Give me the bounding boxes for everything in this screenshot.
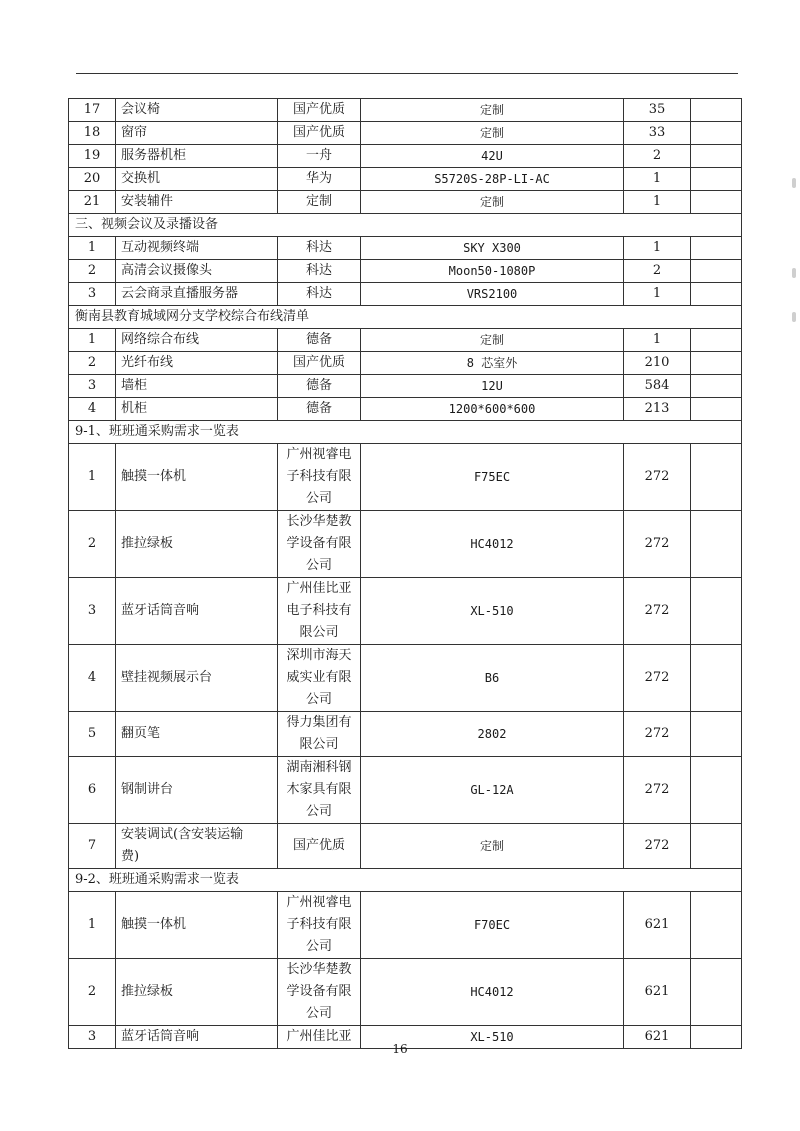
blank-cell — [691, 712, 742, 757]
blank-cell — [691, 375, 742, 398]
table-row — [69, 168, 742, 191]
item-model: HC4012 — [361, 511, 624, 578]
item-brand-line: 公司 — [305, 558, 332, 573]
item-quantity: 1 — [624, 283, 691, 306]
item-model: 定制 — [361, 191, 624, 214]
header-rule — [76, 73, 738, 74]
blank-cell — [691, 329, 742, 352]
item-name: 网络综合布线 — [116, 329, 278, 352]
table-row — [69, 578, 742, 645]
item-brand-line: 公司 — [305, 1006, 332, 1021]
item-quantity: 2 — [624, 145, 691, 168]
item-brand-line: 子科技有限 — [286, 917, 352, 932]
item-brand — [278, 757, 361, 824]
item-brand — [278, 712, 361, 757]
item-brand-line: 公司 — [305, 692, 332, 707]
item-quantity: 1 — [624, 237, 691, 260]
item-quantity: 1 — [624, 168, 691, 191]
item-brand-line: 广州视睿电 — [286, 895, 352, 910]
item-number: 3 — [69, 578, 116, 645]
item-model: B6 — [361, 645, 624, 712]
item-brand-line: 限公司 — [299, 737, 339, 752]
item-number: 20 — [69, 168, 116, 191]
item-brand-line: 木家具有限 — [286, 782, 352, 797]
blank-cell — [691, 824, 742, 869]
item-model: F75EC — [361, 444, 624, 511]
item-name: 壁挂视频展示台 — [116, 645, 278, 712]
item-name: 交换机 — [116, 168, 278, 191]
section-title: 9-1、班班通采购需求一览表 — [69, 421, 742, 444]
item-brand-line: 学设备有限 — [286, 984, 352, 999]
item-quantity: 2 — [624, 260, 691, 283]
item-number: 5 — [69, 712, 116, 757]
item-model: 定制 — [361, 824, 624, 869]
table-row — [69, 237, 742, 260]
item-quantity: 272 — [624, 444, 691, 511]
item-name: 互动视频终端 — [116, 237, 278, 260]
blank-cell — [691, 145, 742, 168]
item-name: 云会商录直播服务器 — [116, 283, 278, 306]
blank-cell — [691, 99, 742, 122]
table-row — [69, 260, 742, 283]
item-model: Moon50-1080P — [361, 260, 624, 283]
item-model: XL-510 — [361, 578, 624, 645]
item-model: F70EC — [361, 892, 624, 959]
item-name: 触摸一体机 — [116, 892, 278, 959]
procurement-table — [68, 98, 742, 1049]
item-brand — [278, 444, 361, 511]
section-row — [69, 869, 742, 892]
scan-mark — [792, 268, 796, 278]
item-model: S5720S-28P-LI-AC — [361, 168, 624, 191]
item-brand-line: 公司 — [305, 804, 332, 819]
table-row — [69, 824, 742, 869]
item-quantity: 584 — [624, 375, 691, 398]
blank-cell — [691, 283, 742, 306]
item-brand: 国产优质 — [278, 352, 361, 375]
scan-mark — [792, 178, 796, 188]
item-brand-line: 威实业有限 — [286, 670, 352, 685]
item-number: 17 — [69, 99, 116, 122]
item-name: 翻页笔 — [116, 712, 278, 757]
item-name: 服务器机柜 — [116, 145, 278, 168]
item-model: VRS2100 — [361, 283, 624, 306]
item-quantity: 272 — [624, 712, 691, 757]
section-title: 衡南县教育城域网分支学校综合布线清单 — [69, 306, 742, 329]
table-row — [69, 757, 742, 824]
item-number: 3 — [69, 283, 116, 306]
blank-cell — [691, 511, 742, 578]
item-number: 7 — [69, 824, 116, 869]
blank-cell — [691, 578, 742, 645]
item-number: 2 — [69, 352, 116, 375]
table-row — [69, 122, 742, 145]
item-number: 3 — [69, 1026, 116, 1049]
item-number: 1 — [69, 892, 116, 959]
item-quantity: 621 — [624, 959, 691, 1026]
item-brand: 国产优质 — [278, 99, 361, 122]
table-row — [69, 99, 742, 122]
item-brand-line: 学设备有限 — [286, 536, 352, 551]
blank-cell — [691, 237, 742, 260]
item-name: 触摸一体机 — [116, 444, 278, 511]
item-quantity: 272 — [624, 578, 691, 645]
item-name: 机柜 — [116, 398, 278, 421]
item-name: 高清会议摄像头 — [116, 260, 278, 283]
item-name — [116, 824, 278, 869]
item-brand: 国产优质 — [278, 824, 361, 869]
blank-cell — [691, 444, 742, 511]
item-model: XL-510 — [361, 1026, 624, 1049]
item-name: 钢制讲台 — [116, 757, 278, 824]
blank-cell — [691, 757, 742, 824]
item-name: 推拉绿板 — [116, 511, 278, 578]
table-row — [69, 398, 742, 421]
item-brand-line: 电子科技有 — [286, 603, 352, 618]
table-body — [69, 99, 742, 1049]
item-quantity: 1 — [624, 191, 691, 214]
item-model: 8 芯室外 — [361, 352, 624, 375]
table-row — [69, 645, 742, 712]
item-brand-line: 湖南湘科钢 — [286, 760, 352, 775]
item-brand-line: 长沙华楚教 — [286, 514, 352, 529]
section-row — [69, 306, 742, 329]
table-row — [69, 712, 742, 757]
item-quantity: 272 — [624, 757, 691, 824]
item-brand: 广州佳比亚 — [278, 1026, 361, 1049]
item-quantity: 621 — [624, 892, 691, 959]
item-name: 墙柜 — [116, 375, 278, 398]
item-brand-line: 得力集团有 — [286, 715, 352, 730]
item-name: 蓝牙话筒音响 — [116, 1026, 278, 1049]
item-name: 蓝牙话筒音响 — [116, 578, 278, 645]
item-brand: 科达 — [278, 260, 361, 283]
item-brand-line: 限公司 — [299, 625, 339, 640]
table-row — [69, 892, 742, 959]
item-brand-line: 子科技有限 — [286, 469, 352, 484]
item-number: 18 — [69, 122, 116, 145]
item-brand — [278, 645, 361, 712]
item-number: 6 — [69, 757, 116, 824]
item-number: 1 — [69, 444, 116, 511]
item-brand — [278, 959, 361, 1026]
item-model: 2802 — [361, 712, 624, 757]
item-model: 定制 — [361, 122, 624, 145]
page-number: 16 — [392, 1042, 408, 1056]
item-number: 4 — [69, 645, 116, 712]
item-quantity: 272 — [624, 645, 691, 712]
item-name: 窗帘 — [116, 122, 278, 145]
item-brand — [278, 892, 361, 959]
scan-mark — [792, 312, 796, 322]
item-brand: 定制 — [278, 191, 361, 214]
item-brand: 华为 — [278, 168, 361, 191]
item-number: 4 — [69, 398, 116, 421]
item-number: 2 — [69, 260, 116, 283]
item-brand: 德备 — [278, 329, 361, 352]
item-model: 定制 — [361, 329, 624, 352]
table-row — [69, 191, 742, 214]
table-row — [69, 444, 742, 511]
item-brand: 一舟 — [278, 145, 361, 168]
item-name: 会议椅 — [116, 99, 278, 122]
blank-cell — [691, 191, 742, 214]
item-brand: 德备 — [278, 375, 361, 398]
item-model: SKY X300 — [361, 237, 624, 260]
item-quantity: 621 — [624, 1026, 691, 1049]
item-model: HC4012 — [361, 959, 624, 1026]
item-quantity: 272 — [624, 824, 691, 869]
item-brand-line: 长沙华楚教 — [286, 962, 352, 977]
table-row — [69, 959, 742, 1026]
blank-cell — [691, 168, 742, 191]
item-model: GL-12A — [361, 757, 624, 824]
table-row — [69, 352, 742, 375]
item-brand-line: 深圳市海天 — [286, 648, 352, 663]
section-row — [69, 421, 742, 444]
table-row — [69, 145, 742, 168]
item-number: 19 — [69, 145, 116, 168]
item-brand-line: 公司 — [305, 491, 332, 506]
item-quantity: 35 — [624, 99, 691, 122]
item-quantity: 210 — [624, 352, 691, 375]
item-brand — [278, 578, 361, 645]
item-quantity: 1 — [624, 329, 691, 352]
item-model: 42U — [361, 145, 624, 168]
item-model: 定制 — [361, 99, 624, 122]
item-number: 2 — [69, 511, 116, 578]
item-brand — [278, 511, 361, 578]
item-name: 安装辅件 — [116, 191, 278, 214]
item-brand-line: 公司 — [305, 939, 332, 954]
section-row — [69, 214, 742, 237]
item-brand-line: 广州视睿电 — [286, 447, 352, 462]
blank-cell — [691, 352, 742, 375]
blank-cell — [691, 892, 742, 959]
item-number: 1 — [69, 237, 116, 260]
item-brand-line: 广州佳比亚 — [286, 581, 352, 596]
blank-cell — [691, 122, 742, 145]
blank-cell — [691, 645, 742, 712]
item-model: 12U — [361, 375, 624, 398]
item-number: 1 — [69, 329, 116, 352]
item-quantity: 33 — [624, 122, 691, 145]
item-number: 2 — [69, 959, 116, 1026]
item-name-line: 安装调试(含安装运输 — [121, 827, 244, 842]
table-row — [69, 511, 742, 578]
item-model: 1200*600*600 — [361, 398, 624, 421]
item-quantity: 272 — [624, 511, 691, 578]
section-title: 三、视频会议及录播设备 — [69, 214, 742, 237]
blank-cell — [691, 260, 742, 283]
blank-cell — [691, 398, 742, 421]
section-title: 9-2、班班通采购需求一览表 — [69, 869, 742, 892]
item-quantity: 213 — [624, 398, 691, 421]
item-name: 推拉绿板 — [116, 959, 278, 1026]
item-brand: 德备 — [278, 398, 361, 421]
item-brand: 科达 — [278, 283, 361, 306]
item-brand: 国产优质 — [278, 122, 361, 145]
item-name: 光纤布线 — [116, 352, 278, 375]
table-row — [69, 375, 742, 398]
blank-cell — [691, 959, 742, 1026]
item-name-line: 费) — [121, 849, 140, 864]
table-row — [69, 283, 742, 306]
item-number: 3 — [69, 375, 116, 398]
item-brand: 科达 — [278, 237, 361, 260]
table-row — [69, 329, 742, 352]
item-number: 21 — [69, 191, 116, 214]
